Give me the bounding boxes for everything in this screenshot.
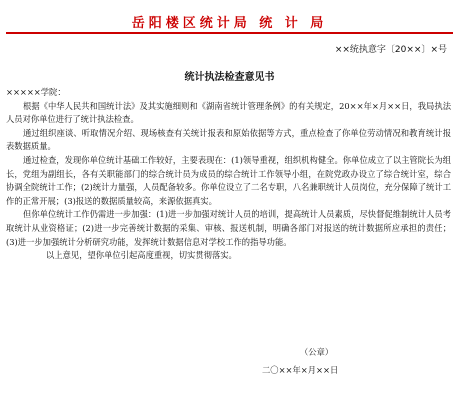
document-date: 二〇××年×月××日 [262,365,339,375]
salutation: ×××××学院： [6,87,66,97]
document-number: ××统执意字〔20××〕×号 [334,45,447,55]
document-body [6,86,451,263]
official-seal-label: （公章） [300,347,334,357]
paragraph-legal-basis: 根据《中华人民共和国统计法》及其实施细则和《湖南省统计管理条例》的有关规定，20××年×月××日，我局执法人员对你单位进行了统计执法检查。 [6,100,451,125]
paragraph-inspection-method: 通过组织座谈、听取情况介绍、现场核查有关统计报表和原始依据等方式，重点检查了你单位劳动情况和教育统计报表数据质量。 [6,127,451,152]
paragraph-findings: 通过检查，发现你单位统计基础工作较好，主要表现在：(1)领导重视，组织机构健全。你单位成立了以主管院长为组长，党组为副组长，各有关职能部门的综合统计员为成员的综合统计工作领导小组，在院党政办设立了综合统计室，综合协调全院统计工作；(2)统计力量强，人员配备较多。你单位设立了二名专职，八名兼职统计人员岗位，充分保障了统计工作的正常开展；(3)报送的数据质量较高，来源依据真实。 [6,154,451,206]
document-title: 统计执法检查意见书 [184,72,275,83]
paragraph-closing: 以上意见，望你单位引起高度重视，切实贯彻落实。 [46,250,237,261]
letterhead: 岳阳楼区统计局 统 计 局 [131,16,328,31]
paragraph-improvements: 但你单位统计工作仍需进一步加强：(1)进一步加强对统计人员的培训，提高统计人员素质，尽快督促维制统计人员考取统计从业资格证；(2)进一步完善统计数据的采集、审核、报送机制，明确各部门对报送的统计数据所应承担的责任；(3)进一步加强统计分析研究功能，发挥统计数据信息对学校工作的指导功能。 [6,209,451,247]
red-divider-line [6,32,453,34]
